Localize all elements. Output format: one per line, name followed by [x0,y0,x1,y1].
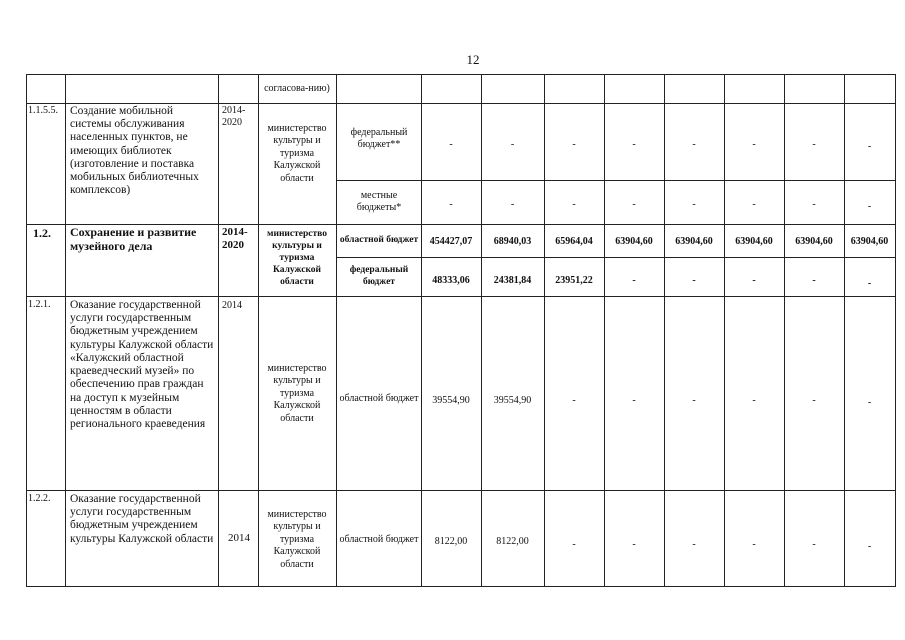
row-number: 1.2.1. [28,299,51,310]
period: 2014 [228,532,250,545]
table-rule [336,74,337,587]
value-cell: - [752,538,756,550]
value-cell: - [692,538,696,550]
table-rule [65,74,66,587]
value-cell: 63904,60 [735,235,773,247]
measure-name: Создание мобильной системы обслуживания населенных пунктов, не имеющих библиотек (изготовление и поставка мобильных библиотечных комплексов) [70,105,199,197]
value-cell: 8122,00 [496,535,529,547]
table-rule [26,586,896,587]
budget-source: местные бюджеты* [356,189,402,213]
value-cell: - [752,138,756,150]
value-cell: 65964,04 [555,235,593,247]
executor-cell: министерство культуры и туризма Калужской области [267,122,327,184]
value-cell: 39554,90 [493,394,532,406]
budget-source: областной бюджет [339,235,419,246]
table-rule [26,74,27,587]
value-cell: - [632,274,636,286]
value-cell: - [510,198,515,210]
table-rule [258,74,259,587]
executor-cell: министерство культуры и туризма Калужской области [267,508,327,570]
value-cell: - [572,198,576,210]
value-cell: - [572,394,576,406]
measure-name: Сохранение и развитие музейного дела [70,225,197,253]
table-rule [26,74,896,75]
value-cell: - [692,274,696,286]
value-cell: - [812,138,816,150]
value-cell: 63904,60 [795,235,833,247]
value-cell: - [812,394,816,406]
period: 2014-2020 [222,105,246,128]
value-cell: - [632,198,636,210]
budget-table [26,74,896,588]
page-number: 12 [466,52,480,67]
executor-cell: согласова-нию) [264,82,330,94]
period: 2014-2020 [222,226,248,251]
value-cell: 8122,00 [434,535,468,547]
period: 2014 [222,300,242,311]
table-rule [26,103,896,104]
budget-source: областной бюджет [339,392,419,404]
value-cell: 48333,06 [432,274,470,286]
value-cell: - [867,540,872,552]
executor-cell: министерство культуры и туризма Калужской области [267,229,327,287]
value-cell: - [632,538,636,550]
row-number: 1.2. [33,226,51,240]
value-cell: - [752,198,756,210]
value-cell: - [867,277,872,289]
value-cell: - [449,138,453,150]
value-cell: 63904,60 [615,235,653,247]
value-cell: - [867,140,872,152]
table-rule [26,296,896,297]
value-cell: - [812,538,816,550]
value-cell: - [572,138,576,150]
value-cell: - [449,198,453,210]
value-cell: - [752,394,756,406]
budget-source: областной бюджет [339,533,419,545]
value-cell: 68940,03 [493,235,532,247]
value-cell: - [812,274,816,286]
value-cell: - [867,396,872,408]
value-cell: 454427,07 [429,235,473,247]
value-cell: - [510,138,515,150]
value-cell: 23951,22 [555,274,593,286]
budget-source: федеральный бюджет** [350,126,408,150]
value-cell: 63904,60 [850,235,889,247]
table-rule [26,490,896,491]
row-number: 1.2.2. [28,493,51,504]
table-rule [218,74,219,587]
executor-cell: министерство культуры и туризма Калужской области [267,362,327,424]
value-cell: - [752,274,756,286]
table-rule [895,74,896,587]
measure-name: Оказание государственной услуги государственным бюджетным учреждением культуры Калужской области [70,493,214,545]
value-cell: 39554,90 [432,394,470,406]
value-cell: - [632,394,636,406]
value-cell: - [692,394,696,406]
budget-source: федеральный бюджет [349,265,409,287]
row-number: 1.1.5.5. [28,105,58,116]
value-cell: 63904,60 [675,235,713,247]
table-rule [336,180,896,181]
value-cell: - [632,138,636,150]
value-cell: 24381,84 [493,274,532,286]
value-cell: - [867,200,872,212]
measure-name: Оказание государственной услуги государственным бюджетным учреждением культуры Калужской области «Калужский областной краеведческий музей» по обеспечению прав граждан на доступ к музейным ценностям в области регионального краеведения [70,299,214,430]
table-rule [336,257,896,258]
value-cell: - [692,138,696,150]
value-cell: - [692,198,696,210]
value-cell: - [572,538,576,550]
value-cell: - [812,198,816,210]
